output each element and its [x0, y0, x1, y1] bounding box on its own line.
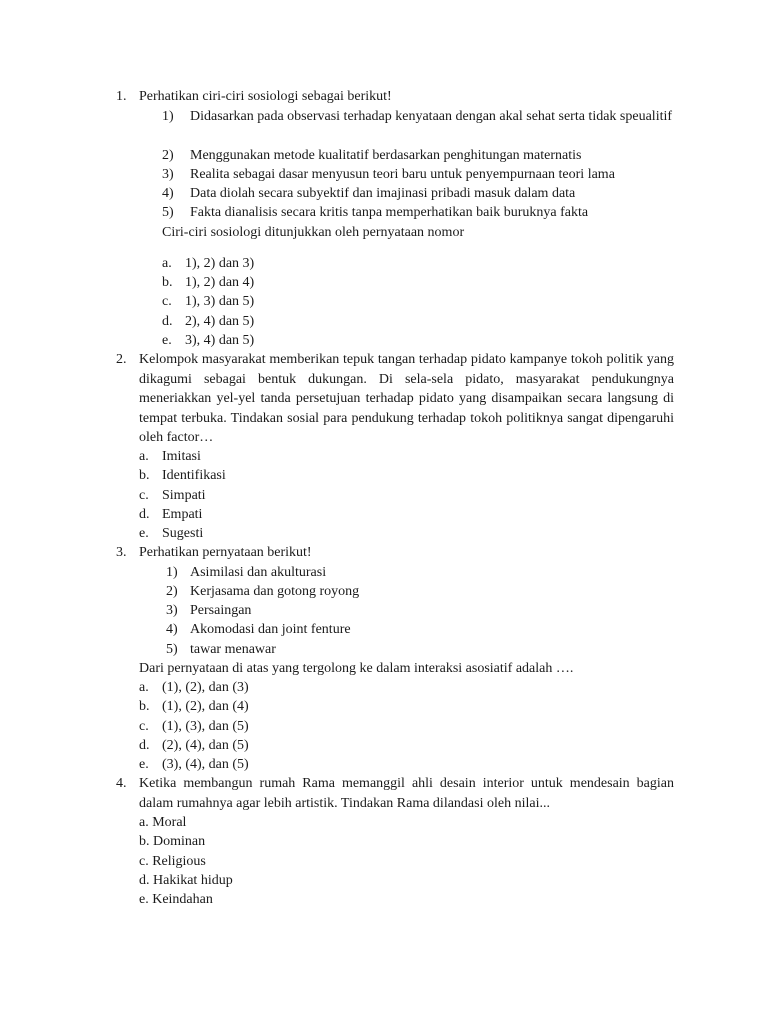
option-letter: d. — [139, 507, 150, 522]
statement-number: 4) — [162, 186, 174, 201]
statement-text: Data diolah secara subyektif dan imajinasi pribadi masuk dalam data — [190, 186, 576, 201]
option-letter: e. — [162, 333, 172, 348]
option-text: (2), (4), dan (5) — [162, 738, 249, 753]
option-letter: e. — [139, 757, 149, 772]
option-text: (1), (3), dan (5) — [162, 719, 249, 734]
statement-text: tawar menawar — [190, 642, 276, 657]
option-letter: c. — [139, 488, 149, 503]
statement-text: Akomodasi dan joint fenture — [190, 622, 351, 637]
option-text: e. Keindahan — [139, 892, 213, 907]
option-text: (1), (2), dan (3) — [162, 680, 249, 695]
question-number: 3. — [116, 545, 127, 560]
option-letter: d. — [162, 314, 173, 329]
statement-number: 3) — [166, 603, 178, 618]
option-text: Sugesti — [162, 526, 204, 541]
option-text: b. Dominan — [139, 834, 206, 849]
statement-number: 1) — [166, 565, 178, 580]
option-letter: b. — [139, 468, 150, 483]
statement-text: Menggunakan metode kualitatif berdasarkan penghitungan maternatis — [190, 148, 582, 163]
question-prompt: Ciri-ciri sosiologi ditunjukkan oleh pernyataan nomor — [162, 225, 465, 240]
option-letter: a. — [162, 256, 172, 271]
option-text: (1), (2), dan (4) — [162, 699, 249, 714]
option-text: Identifikasi — [162, 468, 226, 483]
question-number: 4. — [116, 776, 127, 791]
question-stem: Perhatikan ciri-ciri sosiologi sebagai berikut! — [139, 89, 392, 104]
option-letter: a. — [139, 449, 149, 464]
option-letter: a. — [139, 680, 149, 695]
question-stem: Kelompok masyarakat memberikan tepuk tangan terhadap pidato kampanye tokoh politik yang dikagumi sebagai bentuk dukungan. Di sela-sela pidato, masyarakat pendukungnya meneriakkan yel-yel tanda persetujuan terhadap pidato yang disampaikan secara langsung di tempat terbuka. Tindakan sosial para pendukung terhadap tokoh politiknya sangat dipengaruhi oleh factor… — [139, 352, 674, 445]
question-prompt: Dari pernyataan di atas yang tergolong ke dalam interaksi asosiatif adalah …. — [139, 661, 574, 676]
option-text: Empati — [162, 507, 203, 522]
option-text: 1), 3) dan 5) — [185, 294, 255, 309]
statement-text: Asimilasi dan akulturasi — [190, 565, 327, 580]
statement-number: 3) — [162, 167, 174, 182]
option-letter: c. — [162, 294, 172, 309]
question-stem: Ketika membangun rumah Rama memanggil ahli desain interior untuk mendesain bagian dalam rumahnya agar lebih artistik. Tindakan Rama dilandasi oleh nilai... — [139, 776, 674, 811]
option-letter: c. — [139, 719, 149, 734]
option-letter: e. — [139, 526, 149, 541]
statement-text: Kerjasama dan gotong royong — [190, 584, 360, 599]
option-text: 2), 4) dan 5) — [185, 314, 255, 329]
statement-number: 1) — [162, 109, 174, 124]
option-text: d. Hakikat hidup — [139, 873, 233, 888]
option-text: 3), 4) dan 5) — [185, 333, 255, 348]
statement-number: 2) — [166, 584, 178, 599]
statement-text: Realita sebagai dasar menyusun teori baru untuk penyempurnaan teori lama — [190, 167, 615, 182]
option-letter: d. — [139, 738, 150, 753]
question-number: 2. — [116, 352, 127, 367]
option-text: (3), (4), dan (5) — [162, 757, 249, 772]
statement-number: 2) — [162, 148, 174, 163]
option-text: Imitasi — [162, 449, 201, 464]
statement-text: Persaingan — [190, 603, 252, 618]
statement-number: 5) — [162, 205, 174, 220]
statement-number: 4) — [166, 622, 178, 637]
statement-text: Didasarkan pada observasi terhadap kenyataan dengan akal sehat serta tidak speualitif — [190, 109, 673, 124]
option-text: c. Religious — [139, 854, 206, 869]
question-number: 1. — [116, 89, 127, 104]
option-text: 1), 2) dan 3) — [185, 256, 255, 271]
option-text: Simpati — [162, 488, 206, 503]
statement-text: Fakta dianalisis secara kritis tanpa memperhatikan baik buruknya fakta — [190, 205, 589, 220]
option-letter: b. — [139, 699, 150, 714]
statement-number: 5) — [166, 642, 178, 657]
question-stem: Perhatikan pernyataan berikut! — [139, 545, 312, 560]
option-text: a. Moral — [139, 815, 187, 830]
option-text: 1), 2) dan 4) — [185, 275, 255, 290]
option-letter: b. — [162, 275, 173, 290]
